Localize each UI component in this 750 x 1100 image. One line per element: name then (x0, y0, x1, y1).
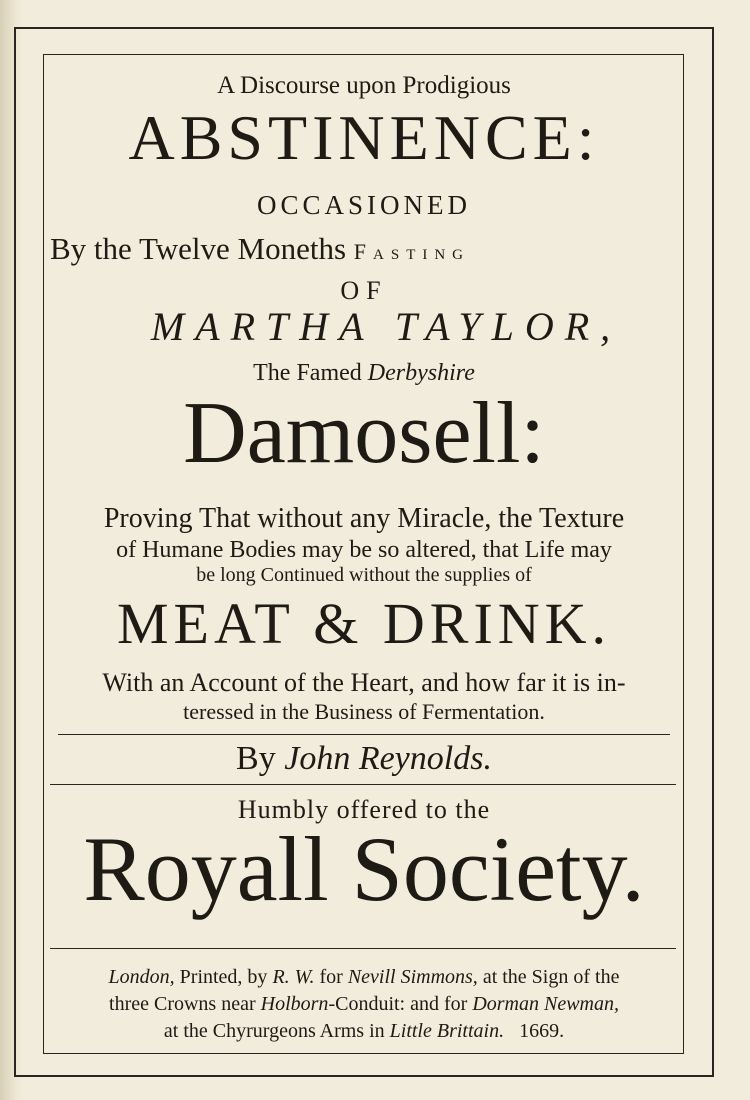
dedication-line: Humbly offered to the (237, 795, 491, 824)
author-line (48, 742, 680, 776)
imprint-bookseller-1: Nevill Simmons, (347, 966, 478, 988)
author-name: John Reynolds. (284, 740, 492, 777)
title-line-martha-taylor: MARTHA TAYLOR, (150, 304, 622, 349)
fasting-text: Fasting (353, 239, 471, 264)
twelve-moneths-text: By the Twelve Moneths (50, 231, 347, 266)
title-line-royall-society: Royall Society. (83, 818, 645, 920)
title-line-discourse: A Discourse upon Prodigious (217, 72, 511, 99)
imprint-line-2 (48, 994, 680, 1014)
title-line-famed (48, 361, 680, 385)
imprint-year: 1669. (519, 1020, 565, 1042)
rule-below-author (50, 784, 676, 785)
imprint-little-brittain: Little Brittain. (389, 1020, 505, 1042)
imprint-holborn: Holborn (260, 993, 329, 1015)
imprint-line-3 (48, 1021, 680, 1041)
imprint-bookseller-2: Dorman Newman, (472, 993, 619, 1015)
title-line-twelve-moneths (50, 233, 680, 264)
imprint-for: for (319, 966, 343, 988)
subtitle-line-account-heart: With an Account of the Heart, and how far it is in- (102, 668, 626, 697)
derbyshire-text: Derbyshire (367, 360, 475, 386)
subtitle-line-humane-bodies: of Humane Bodies may be so altered, that Life may (116, 537, 612, 563)
imprint-printed-by: Printed, by (179, 966, 268, 988)
famed-text: The Famed (253, 360, 362, 386)
subtitle-line-proving: Proving That without any Miracle, the Texture (103, 503, 625, 534)
author-by: By (236, 740, 276, 777)
imprint-conduit: -Conduit: and for (328, 993, 468, 1015)
subtitle-line-fermentation: teressed in the Business of Fermentation. (183, 699, 545, 724)
imprint-three-crowns: three Crowns near (109, 993, 256, 1015)
imprint-line-1 (48, 967, 680, 987)
subtitle-line-long-continued: be long Continued without the supplies of (196, 564, 532, 586)
imprint-printer: R. W. (272, 966, 315, 988)
title-line-meat-drink: MEAT & DRINK. (116, 591, 612, 656)
imprint-chyrurgeons: at the Chyrurgeons Arms in (163, 1020, 385, 1042)
rule-above-author (58, 734, 670, 735)
title-line-abstinence: ABSTINENCE: (128, 102, 600, 173)
title-line-occasioned: OCCASIONED (256, 190, 471, 220)
title-line-of: OF (340, 276, 388, 305)
imprint-sign: at the Sign of the (482, 966, 620, 988)
imprint-london: London, (108, 966, 175, 988)
rule-above-imprint (50, 948, 676, 949)
title-line-damosell: Damosell: (183, 385, 545, 482)
